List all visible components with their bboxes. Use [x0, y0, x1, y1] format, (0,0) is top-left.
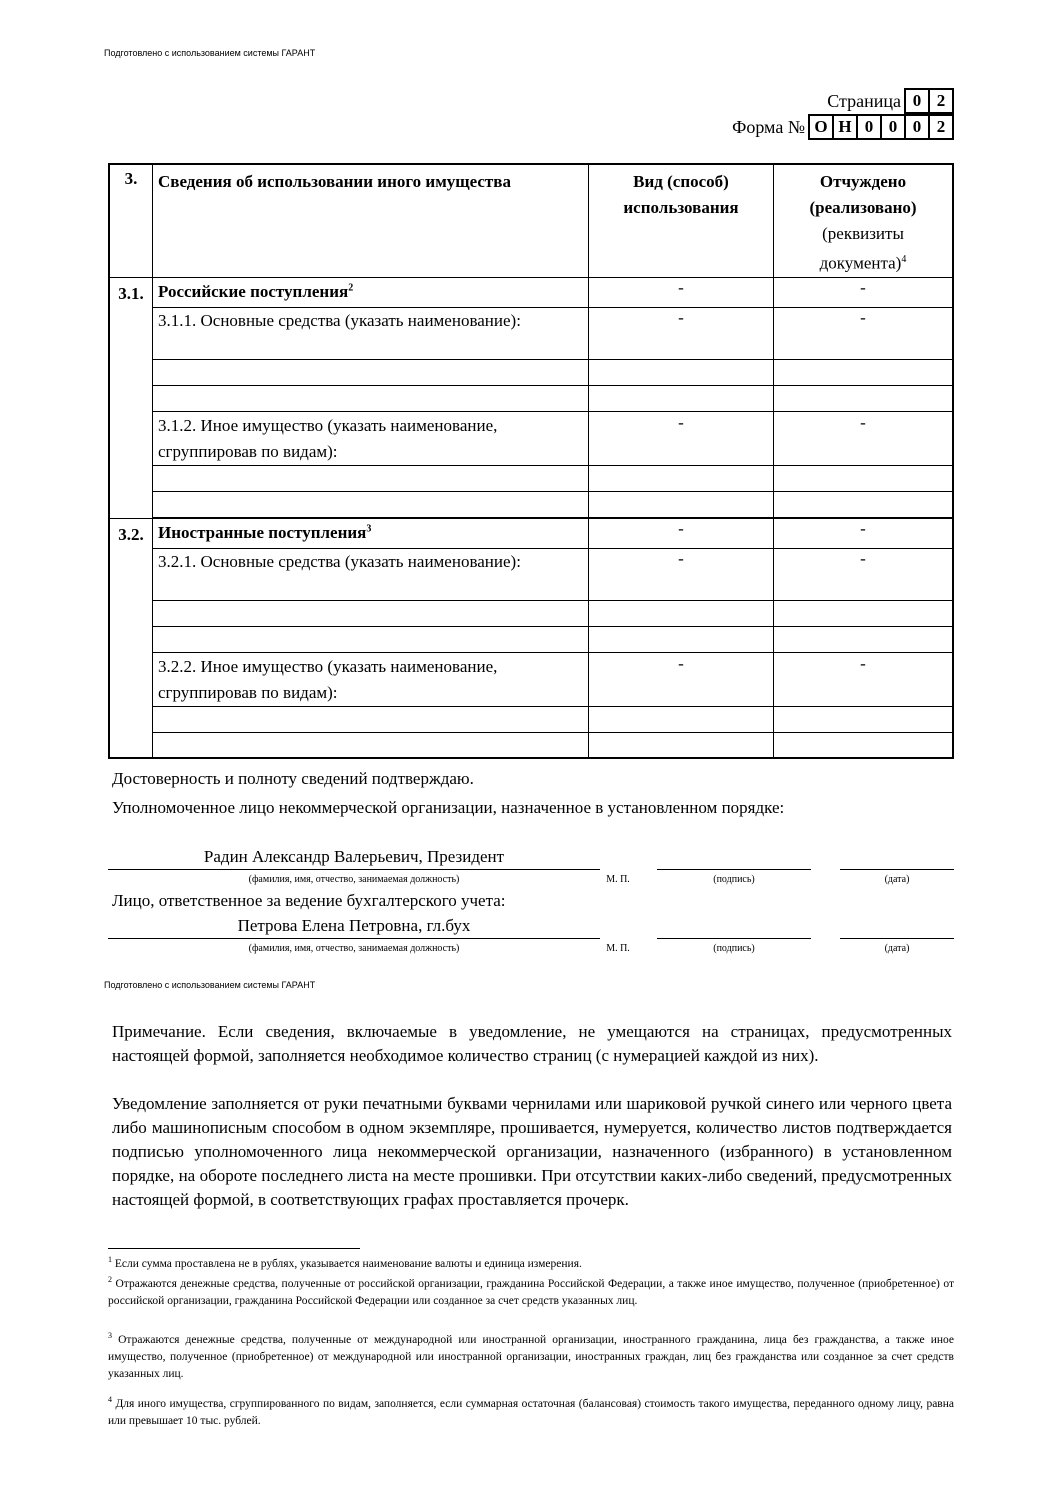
row-title: Российские поступления$^2$ — [153, 277, 589, 307]
section-number: 3. — [109, 164, 153, 277]
signature-line — [657, 938, 811, 939]
page-digit-cells — [904, 88, 954, 114]
usage-cell: - — [589, 518, 774, 548]
authorized-person-label: Уполномоченное лицо некоммерческой организации, назначенное в установленном порядке: — [112, 798, 785, 817]
footnote-ref: 2 — [348, 282, 354, 293]
column-alienated-header — [774, 164, 954, 277]
prepared-note: Подготовлено с использованием системы ГАРАНТ — [104, 48, 316, 58]
column-alienated-title: Отчуждено (реализовано) — [809, 172, 917, 217]
table-row — [109, 465, 953, 491]
stamp-caption: М. П. — [606, 943, 630, 954]
confirm-line: Достоверность и полноту сведений подтверждаю. — [112, 769, 474, 788]
alienated-cell: - — [774, 277, 954, 307]
note-paragraph: Уведомление заполняется от руки печатными буквами чернилами или шариковой ручкой синего или черного цвета либо машинописным способом в одном экземпляре, прошивается, нумеруется, количество листов подтверждается подписью уполномоченного лица некоммерческой организации, назначенного (избранного) в установленном порядке, на обороте последнего листа на месте прошивки. При отсутствии каких-либо сведений, предусмотренных настоящей формой, в соответствующих графах проставляется прочерк. — [112, 1094, 952, 1209]
row-subtitle: 3.1.1. Основные средства (указать наименование): — [153, 307, 589, 359]
footnote-ref: 4 — [901, 254, 907, 265]
authorized-person-name: Радин Александр Валерьевич, Президент — [203, 847, 505, 866]
row-number: 3.1. — [109, 277, 153, 518]
name-line — [108, 938, 600, 939]
table-row — [109, 491, 953, 517]
page-number-box — [827, 88, 954, 114]
table-header-row — [109, 164, 953, 277]
table-row — [109, 732, 953, 758]
signature-line — [657, 869, 811, 870]
table-row — [109, 411, 953, 465]
date-caption: (дата) — [884, 874, 910, 885]
footnote: $^4$ Для иного имущества, сгруппированного по видам, заполняется, если суммарная остаточная (балансовая) стоимость такого имущества, переданного одному лицу, равна или превышает 10 тыс. рублей. — [108, 1395, 954, 1427]
column-alienated-details: (реквизиты документа)$^4$ — [819, 224, 907, 273]
note-paragraph: Примечание. Если сведения, включаемые в уведомление, не умещаются на страницах, предусмотренных настоящей формой, заполняется необходимое количество страниц (с нумерацией каждой из них). — [112, 1022, 952, 1065]
usage-cell: - — [589, 307, 774, 359]
table-row — [109, 277, 953, 307]
date-line — [840, 869, 954, 870]
signature-caption: (подпись) — [713, 874, 755, 885]
page-label: Страница — [827, 90, 901, 111]
table-row — [109, 518, 953, 548]
form-digit: О — [814, 117, 828, 136]
alienated-cell: - — [774, 307, 954, 359]
footnote: $^2$ Отражаются денежные средства, полученные от российской организации, гражданина Российской Федерации, а также иное имущество, полученное (приобретенное) от российской организации, гражданина Российской Федерации или созданное за счет средств указанных лиц. — [108, 1275, 954, 1307]
footnote-ref: 3 — [366, 523, 372, 534]
name-line — [108, 869, 600, 870]
date-caption: (дата) — [884, 943, 910, 954]
table-row — [109, 385, 953, 411]
alienated-cell: - — [774, 548, 954, 600]
row-title: Иностранные поступления$^3$ — [153, 518, 589, 548]
usage-cell: - — [589, 548, 774, 600]
usage-cell: - — [589, 411, 774, 465]
alienated-cell: - — [774, 411, 954, 465]
usage-cell: - — [589, 652, 774, 706]
footnote: $^3$ Отражаются денежные средства, полученные от международной или иностранной организации, иностранного гражданина, лица без гражданства, а также иное имущество, полученное (приобретенное) от международной или иностранной организации, иностранных граждан, лиц без гражданства или созданное за счет средств указанных лиц. — [108, 1331, 954, 1380]
form-digit: Н — [832, 116, 856, 138]
signature-caption: (подпись) — [713, 943, 755, 954]
form-digit: 2 — [928, 116, 952, 138]
form-digit-cells — [808, 114, 954, 140]
section-title: Сведения об использовании иного имущества — [153, 164, 589, 277]
alienated-cell: - — [774, 652, 954, 706]
table-row — [109, 626, 953, 652]
form-digit: 0 — [880, 116, 904, 138]
accountant-label: Лицо, ответственное за ведение бухгалтерского учета: — [112, 891, 506, 910]
table-row — [109, 359, 953, 385]
property-usage-table — [108, 163, 954, 759]
footnote: $^1$ Если сумма проставлена не в рублях, указывается наименование валюты и единица измерения. — [108, 1255, 582, 1270]
form-digit: 0 — [904, 116, 928, 138]
footnote-separator — [108, 1248, 360, 1249]
table-row — [109, 600, 953, 626]
page-digit: 2 — [928, 90, 952, 112]
alienated-cell: - — [774, 518, 954, 548]
table-row — [109, 706, 953, 732]
row-number: 3.2. — [109, 518, 153, 758]
row-subtitle: 3.1.2. Иное имущество (указать наименование, сгруппировав по видам): — [153, 411, 589, 465]
prepared-note: Подготовлено с использованием системы ГАРАНТ — [104, 980, 316, 990]
date-line — [840, 938, 954, 939]
usage-cell: - — [589, 277, 774, 307]
form-digit: 0 — [856, 116, 880, 138]
page-digit: 0 — [912, 91, 922, 110]
stamp-caption: М. П. — [606, 874, 630, 885]
row-subtitle: 3.2.1. Основные средства (указать наименование): — [153, 548, 589, 600]
accountant-name: Петрова Елена Петровна, гл.бух — [237, 916, 471, 935]
table-row — [109, 652, 953, 706]
name-caption: (фамилия, имя, отчество, занимаемая должность) — [248, 874, 460, 885]
name-caption: (фамилия, имя, отчество, занимаемая должность) — [248, 943, 460, 954]
row-subtitle: 3.2.2. Иное имущество (указать наименование, сгруппировав по видам): — [153, 652, 589, 706]
form-label: Форма № — [732, 116, 805, 137]
column-usage-header: Вид (способ) использования — [589, 164, 774, 277]
form-number-box — [732, 114, 954, 140]
